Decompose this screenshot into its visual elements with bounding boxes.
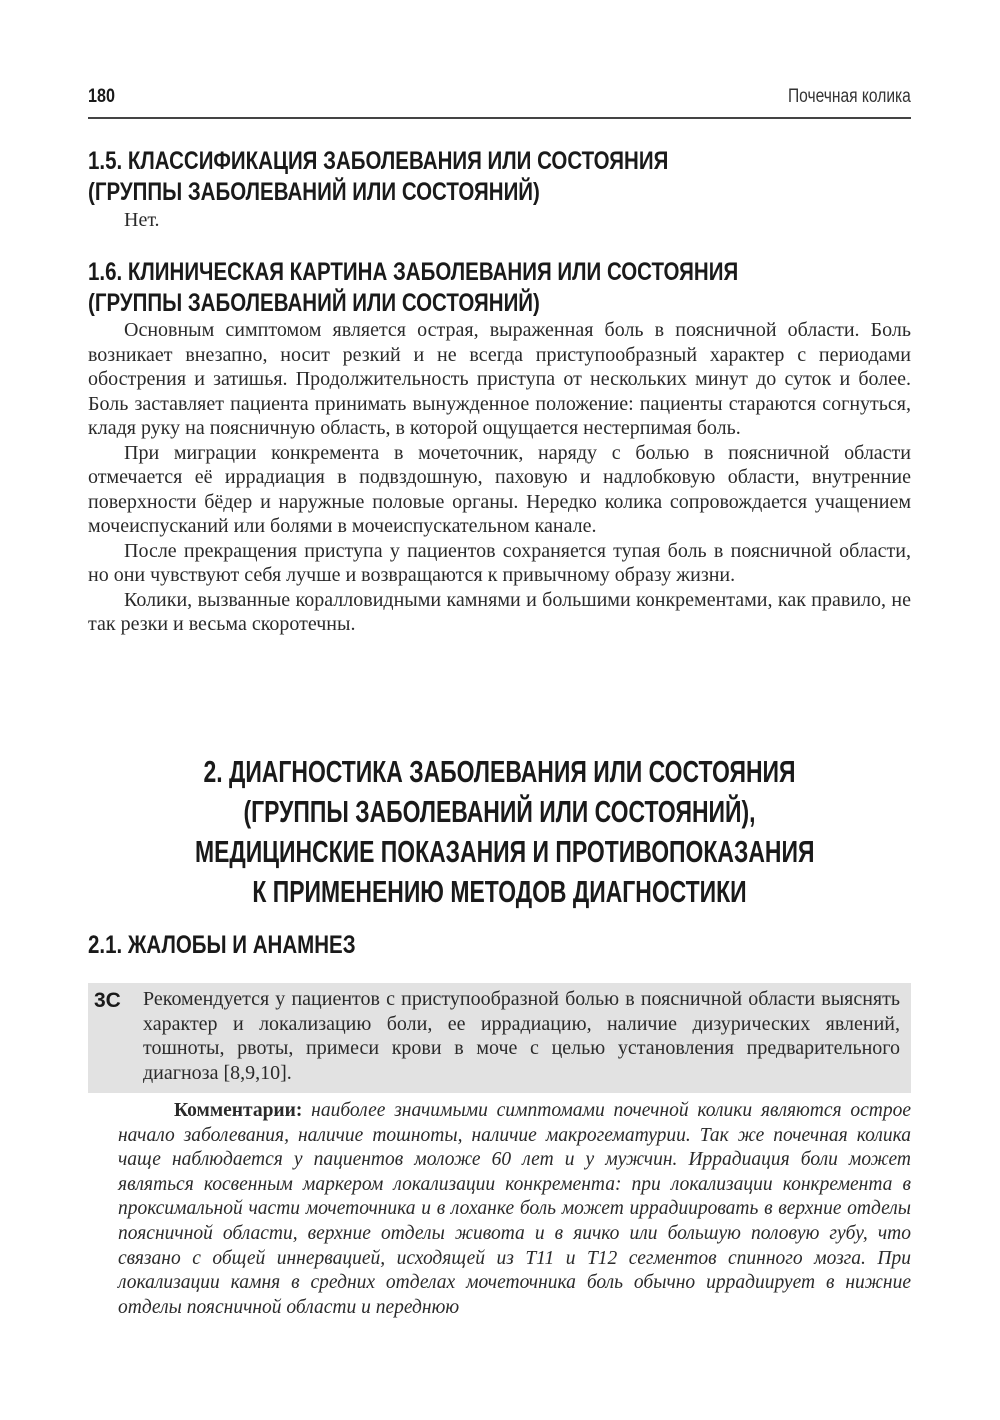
heading-line: 2.1. ЖАЛОБЫ И АНАМНЕЗ — [88, 931, 356, 959]
comment-block — [118, 1099, 911, 1320]
heading-line: МЕДИЦИНСКИЕ ПОКАЗАНИЯ И ПРОТИВОПОКАЗАНИЯ — [194, 834, 815, 869]
running-title: Почечная колика — [788, 86, 911, 107]
paragraph: При миграции конкремента в мочеточник, наряду с болью в поясничной области отмечается её иррадиация в подвздошную, паховую и надлобковую области, внутренние поверхности бёдер и наружные половые органы. Нередко колика сопровождается учащением мочеиспусканий или болями в мочеиспускательном канале. — [88, 441, 911, 537]
recommendation-box — [88, 983, 911, 1093]
heading-line: 2. ДИАГНОСТИКА ЗАБОЛЕВАНИЯ ИЛИ СОСТОЯНИЯ — [203, 754, 796, 789]
recommendation-text: Рекомендуется у пациентов с приступообразной болью в поясничной области выяснять характер и локализацию боли, ее иррадиацию, наличие дизурических явлений, тошноты, рвоты, примеси крови в моче с целью установления предварительного диагноза [8,9,10]. — [143, 988, 900, 1084]
heading-line: К ПРИМЕНЕНИЮ МЕТОДОВ ДИАГНОСТИКИ — [252, 874, 747, 909]
section-1-6-body — [88, 318, 911, 637]
heading-line: (ГРУППЫ ЗАБОЛЕВАНИЙ ИЛИ СОСТОЯНИЙ) — [88, 178, 540, 206]
heading-line: (ГРУППЫ ЗАБОЛЕВАНИЙ ИЛИ СОСТОЯНИЙ), — [243, 794, 756, 829]
paragraph: После прекращения приступа у пациентов сохраняется тупая боль в поясничной области, но они чувствуют себя лучше и возвращаются к привычному образу жизни. — [88, 539, 911, 586]
comment-label: Комментарии: — [174, 1100, 303, 1121]
section-1-5-body — [88, 208, 911, 233]
paragraph: Колики, вызванные коралловидными камнями и большими конкрементами, как правило, не так резки и весьма скоротечны. — [88, 588, 911, 635]
heading-line: 1.5. КЛАССИФИКАЦИЯ ЗАБОЛЕВАНИЯ ИЛИ СОСТОЯНИЯ — [88, 147, 669, 175]
evidence-grade-badge: 3С — [94, 989, 121, 1012]
section-1-6-heading — [88, 257, 769, 319]
heading-line: (ГРУППЫ ЗАБОЛЕВАНИЙ ИЛИ СОСТОЯНИЙ) — [88, 289, 540, 317]
comment-text: наиболее значимыми симптомами почечной колики являются острое начало заболевания, наличие тошноты, наличие макрогематурии. Так же почечная колика чаще наблюдается у пациентов моложе 60 лет и у мужчин. Иррадиация боли может являться косвенным маркером локализации конкремента: при локализации конкремента в проксимальной части мочеточника и в лоханке боль может иррадиировать в верхние отделы поясничной области, верхние отделы живота и в яичко или большую половую губу, что связано с общей иннервацией, исходящей из Т11 и Т12 сегментов спинного мозга. При локализации камня в средних отделах мочеточника боль обычно иррадиирует в нижние отделы поясничной области и переднюю — [118, 1100, 911, 1318]
paragraph: Основным симптомом является острая, выраженная боль в поясничной области. Боль возникает внезапно, носит резкий и не всегда приступообразный характер с периодами обострения и затишья. Продолжительность приступа от нескольких минут до суток и более. Боль заставляет пациента принимать вынужденное положение: пациенты стараются согнуться, кладя руку на поясничную область, в которой ощущается нестерпимая боль. — [88, 319, 911, 439]
page-number: 180 — [88, 86, 115, 107]
running-header — [88, 86, 911, 116]
section-1-5-heading — [88, 146, 769, 208]
section-2-1-heading — [88, 930, 769, 961]
header-divider — [88, 117, 911, 119]
chapter-2-heading — [88, 752, 911, 912]
paragraph: Нет. — [124, 209, 160, 231]
heading-line: 1.6. КЛИНИЧЕСКАЯ КАРТИНА ЗАБОЛЕВАНИЯ ИЛИ СОСТОЯНИЯ — [88, 258, 739, 286]
